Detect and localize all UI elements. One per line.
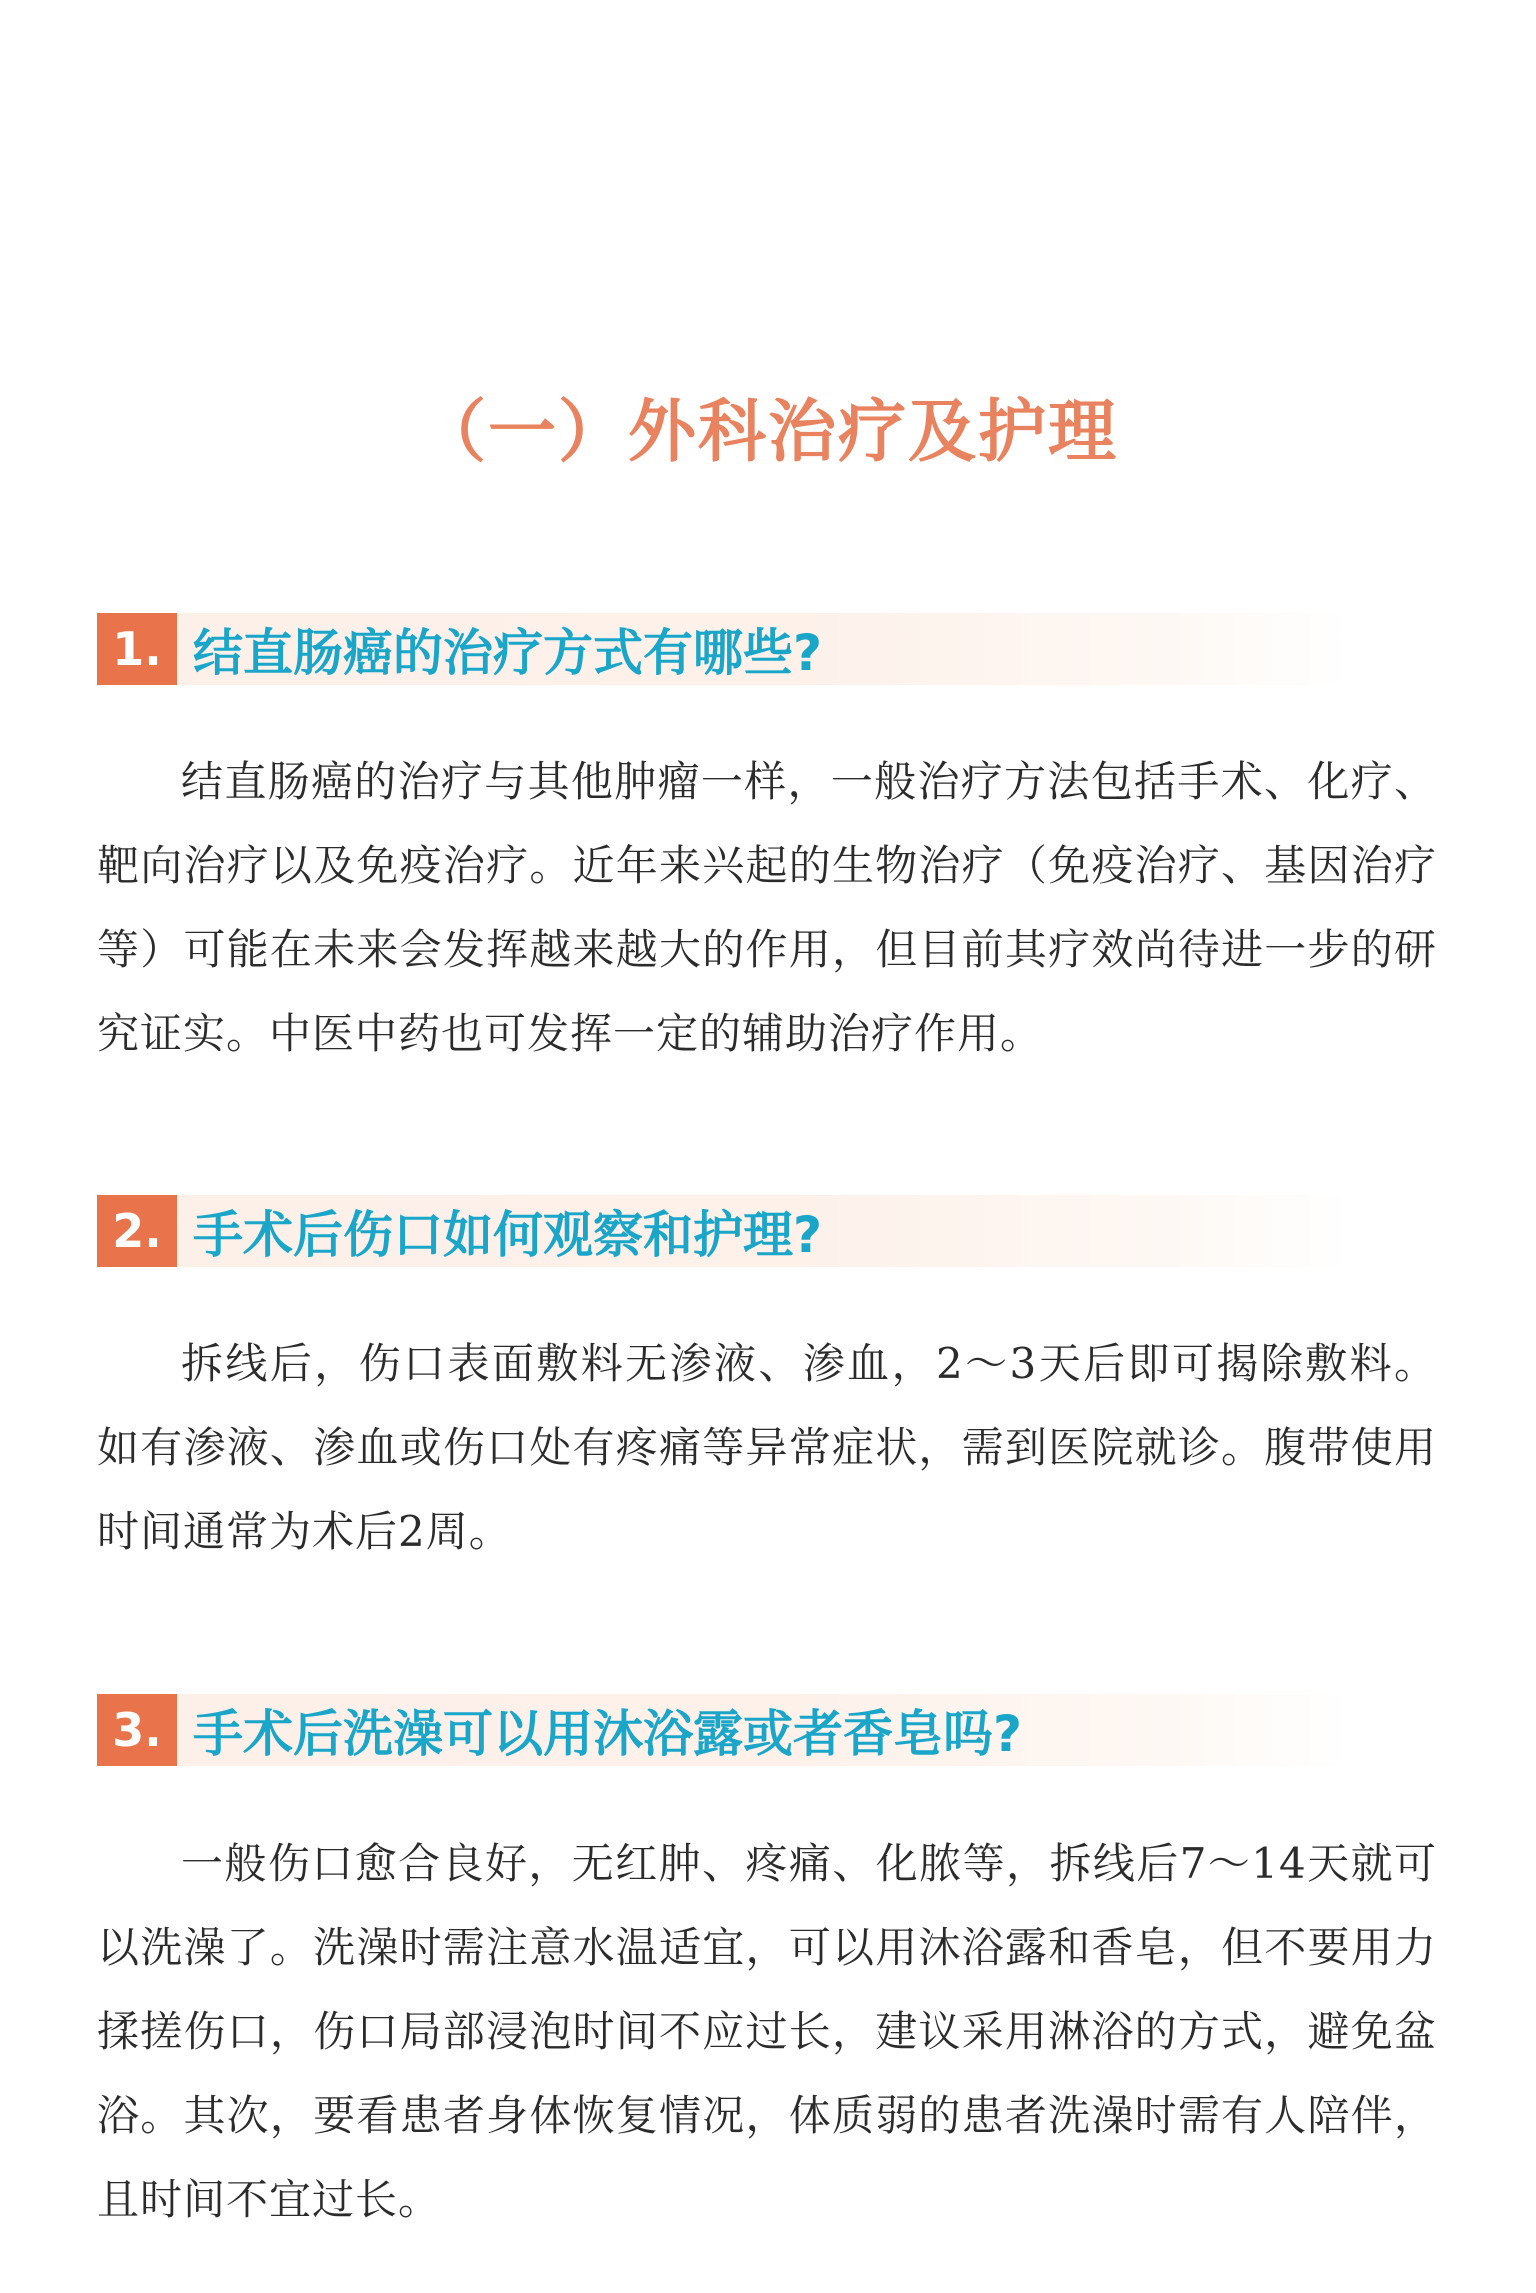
- question-header-3: [97, 1694, 1353, 1766]
- answer-paragraph-1: 结直肠癌的治疗与其他肿瘤一样，一般治疗方法包括手术、化疗、靶向治疗以及免疫治疗。近年来兴起的生物治疗（免疫治疗、基因治疗等）可能在未来会发挥越来越大的作用，但目前其疗效尚待进一步的研究证实。中医中药也可发挥一定的辅助治疗作用。: [97, 757, 1437, 1058]
- question-header-1: [97, 613, 1353, 685]
- question-title-2: 手术后伤口如何观察和护理?: [193, 1206, 823, 1264]
- answer-paragraph-2: 拆线后，伤口表面敷料无渗液、渗血，2～3天后即可揭除敷料。如有渗液、渗血或伤口处有疼痛等异常症状，需到医院就诊。腹带使用时间通常为术后2周。: [97, 1339, 1437, 1556]
- question-header-2: [97, 1195, 1353, 1267]
- question-title-1: 结直肠癌的治疗方式有哪些?: [193, 624, 823, 682]
- question-title-3: 手术后洗澡可以用沐浴露或者香皂吗?: [193, 1705, 1023, 1763]
- question-number-2: 2.: [97, 1195, 177, 1267]
- question-number-3: 3.: [97, 1694, 177, 1766]
- chapter-title: （一）外科治疗及护理: [417, 393, 1118, 472]
- answer-paragraph-3: 一般伤口愈合良好，无红肿、疼痛、化脓等，拆线后7～14天就可以洗澡了。洗澡时需注意水温适宜，可以用沐浴露和香皂，但不要用力揉搓伤口，伤口局部浸泡时间不应过长，建议采用淋浴的方式，避免盆浴。其次，要看患者身体恢复情况，体质弱的患者洗澡时需有人陪伴，且时间不宜过长。: [97, 1839, 1437, 2224]
- question-number-1: 1.: [97, 613, 177, 685]
